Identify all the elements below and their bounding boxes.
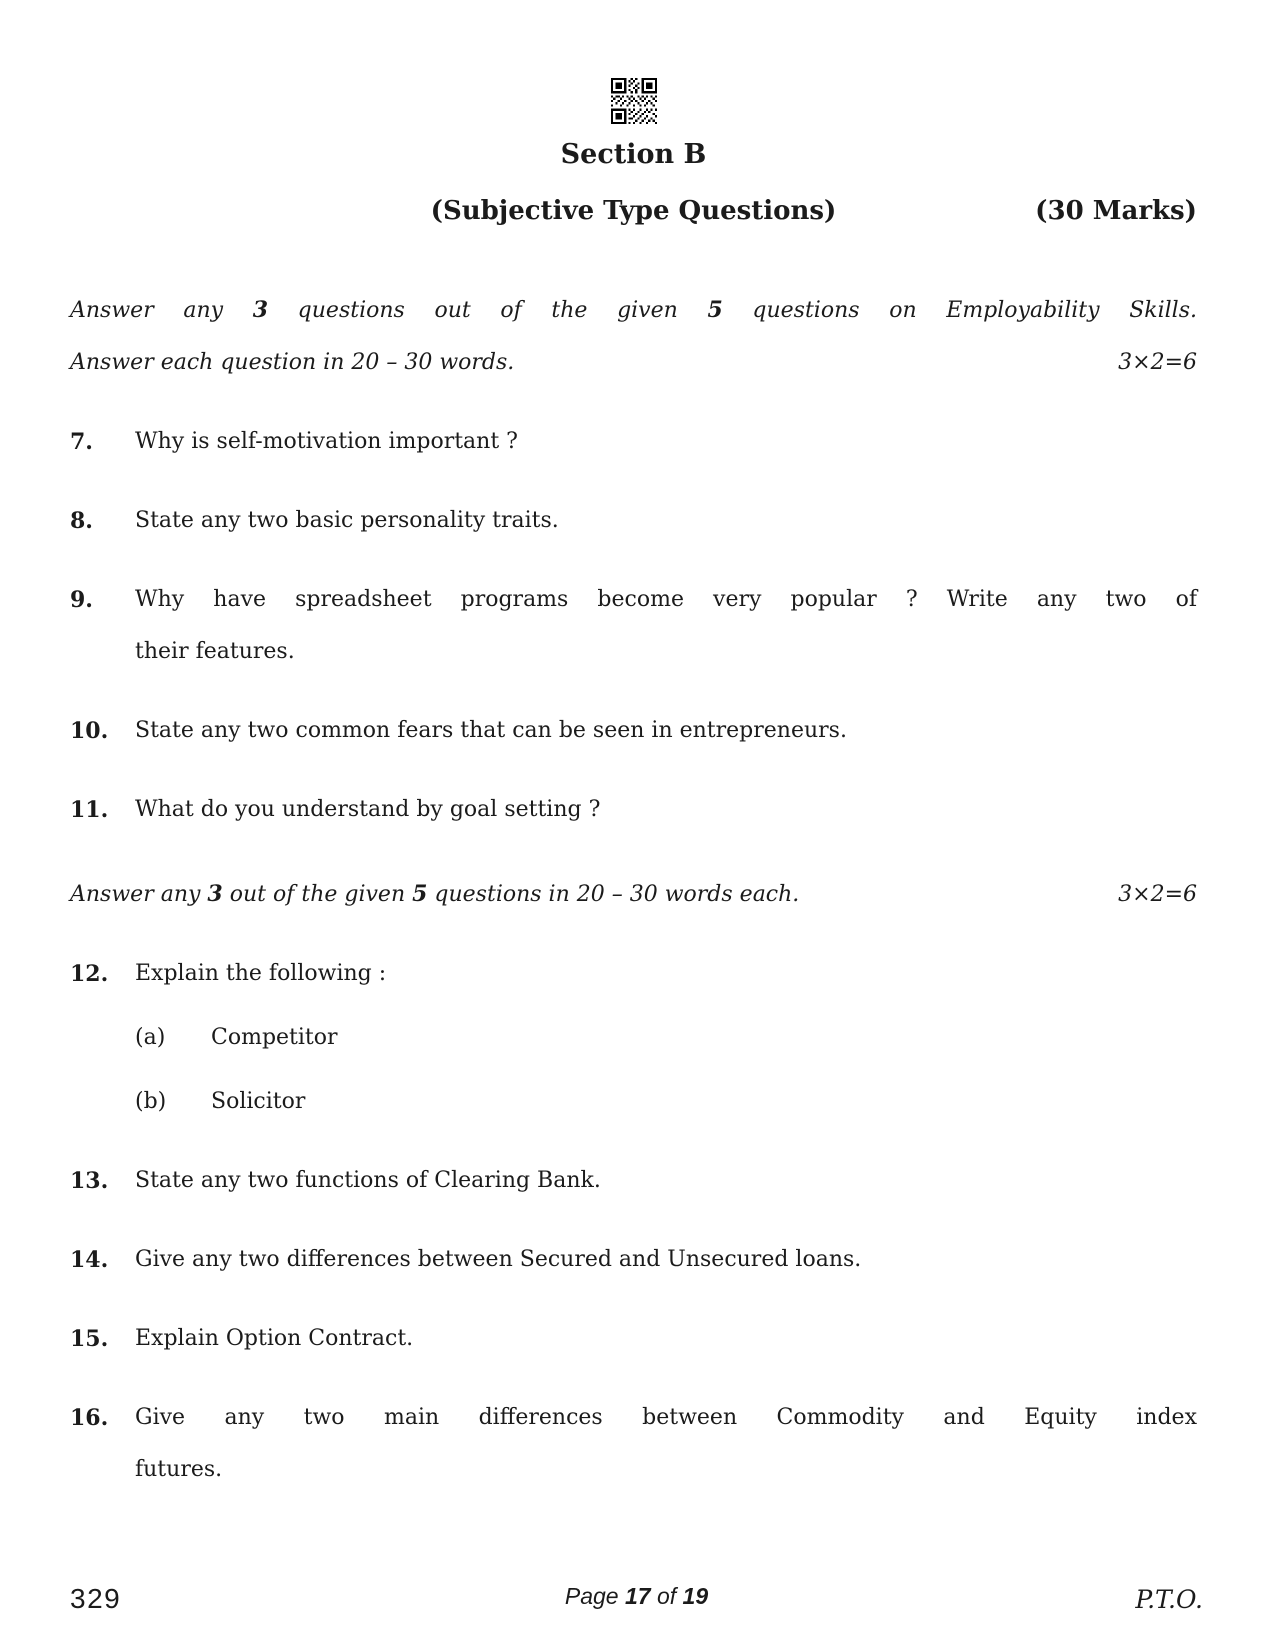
question-text: Explain the following : [135,961,387,986]
question-number: 11. [70,797,109,823]
question-10 [70,705,1197,757]
instruction-count: 3 [207,881,223,907]
question-text: Give any two main differences between Commodity and Equity index futures. [135,1405,1197,1482]
instruction-block-1 [70,284,1197,389]
question-text: Why have spreadsheet programs become very popular ? Write any two of their features. [135,587,1197,664]
subitem-text: Competitor [211,1025,338,1050]
instruction-text: Answer any [70,882,208,907]
subitem-label: (a) [135,1025,166,1050]
section-subtitle: (Subjective Type Questions) [430,196,837,226]
page-indicator: Page 17 of 19 [564,1583,709,1609]
question-number: 16. [70,1405,109,1431]
instruction-1-line-2 [70,337,1197,389]
question-text: What do you understand by goal setting ? [135,797,601,822]
question-number: 14. [70,1247,109,1273]
instruction-text: questions in 20 – 30 words each. [427,882,800,907]
instruction-count: 5 [412,881,428,907]
question-text: Why is self-motivation important ? [135,429,518,454]
question-text: State any two basic personality traits. [135,508,559,533]
question-9 [70,574,1197,678]
question-number: 7. [70,429,93,455]
instruction-block-2 [70,868,1197,921]
current-page-number: 17 [624,1583,651,1609]
question-13 [70,1155,1197,1207]
section-marks: (30 Marks) [1035,196,1197,226]
question-7 [70,416,1197,468]
paper-code: 329 [70,1583,122,1614]
marks-scheme: 3×2=6 [1118,350,1197,375]
instruction-text: Answer any [70,298,253,323]
question-12 [70,948,1197,1000]
question-8 [70,495,1197,547]
marks-scheme: 3×2=6 [1118,882,1197,907]
question-number: 13. [70,1168,109,1194]
question-number: 12. [70,961,109,987]
instruction-text: questions on Employability Skills. [722,298,1197,323]
question-text: State any two functions of Clearing Bank. [135,1168,601,1193]
subitem-text: Solicitor [211,1089,306,1114]
question-number: 15. [70,1326,109,1352]
instruction-text: questions out of the given [268,298,708,323]
subitem-label: (b) [135,1089,167,1114]
instruction-count: 5 [707,297,723,323]
question-text: State any two common fears that can be seen in entrepreneurs. [135,718,847,743]
qr-code-container [70,78,1197,126]
instruction-1-line-1 [70,284,1197,337]
question-text: Explain Option Contract. [135,1326,414,1351]
question-15 [70,1313,1197,1365]
qr-code-icon [611,78,657,124]
question-number: 10. [70,718,109,744]
section-title: Section B [560,139,707,170]
instruction-text: out of the given [222,882,413,907]
total-page-number: 19 [682,1583,709,1609]
question-12-subitems [70,1012,1197,1128]
question-text: Give any two differences between Secured and Unsecured loans. [135,1247,862,1272]
section-subtitle-row [70,194,1197,228]
question-14 [70,1234,1197,1286]
instruction-2-line [70,868,799,921]
question-number: 8. [70,508,93,534]
pto-label: P.T.O. [1135,1585,1203,1614]
question-11 [70,784,1197,836]
question-16 [70,1392,1197,1496]
instruction-text: Answer each question in 20 – 30 words. [70,350,515,375]
question-12b [70,1076,1197,1128]
instruction-count: 3 [252,297,269,323]
question-12a [70,1012,1197,1064]
question-number: 9. [70,587,93,613]
page-footer [70,1583,1203,1615]
